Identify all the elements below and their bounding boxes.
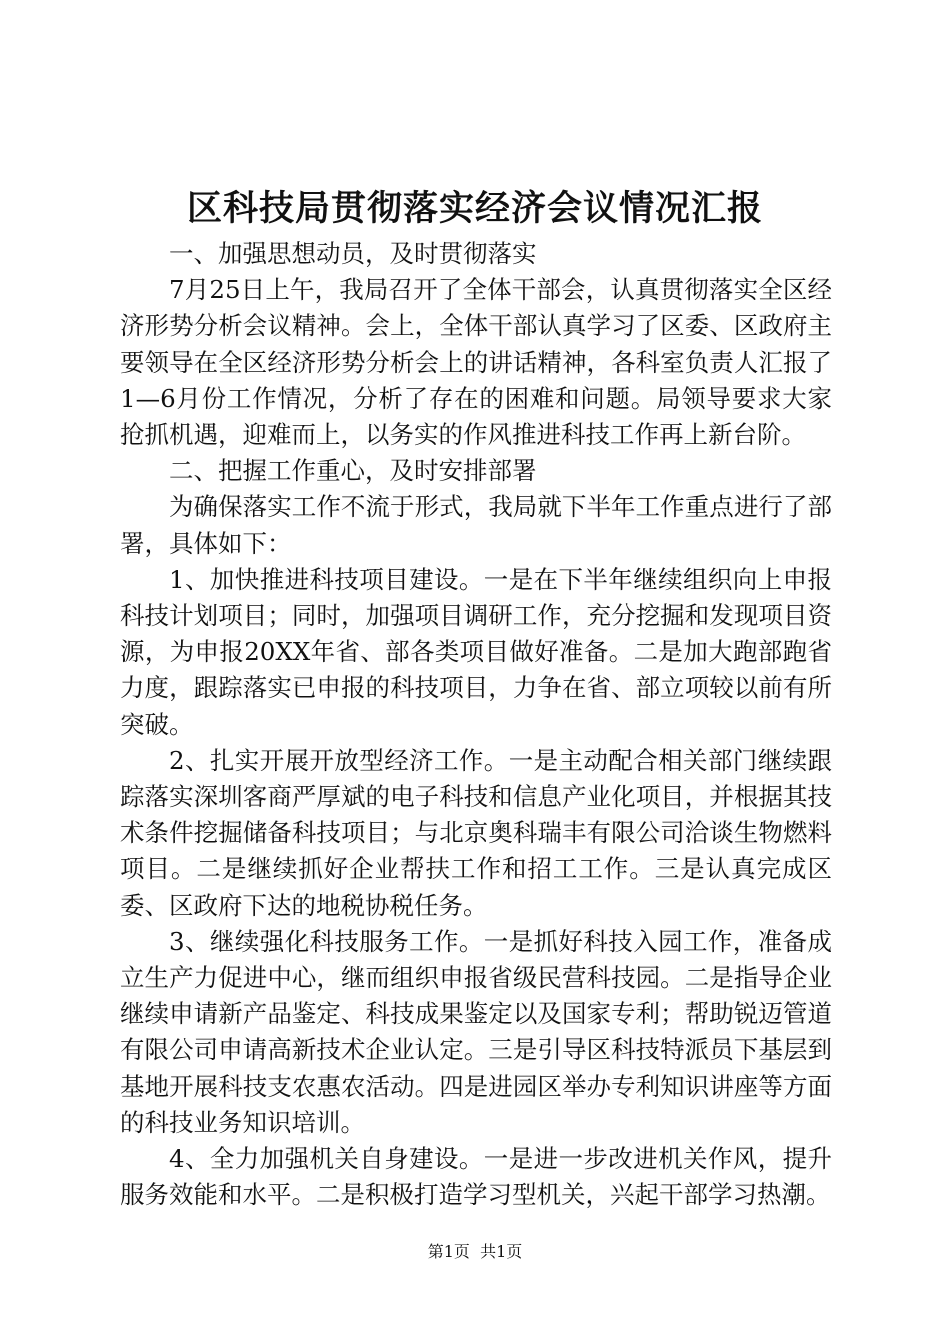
paragraph: 为确保落实工作不流于形式，我局就下半年工作重点进行了部署，具体如下： (120, 492, 832, 558)
section-heading-2: 二、把握工作重心，及时安排部署 (169, 456, 537, 486)
section-heading-1: 一、加强思想动员，及时贯彻落实 (169, 239, 537, 268)
paragraph: 7月25日上午，我局召开了全体干部会，认真贯彻落实全区经济形势分析会议精神。会上，全体干部认真学习了区委、区政府主要领导在全区经济形势分析会上的讲话精神，各科室负责人汇报了1—6月份工作情况，分析了存在的困难和问题。局领导要求大家抢抓机遇，迎难而上，以务实的作风推进科技工作再上新台阶。 (120, 275, 832, 450)
paragraph: 4、全力加强机关自身建设。一是进一步改进机关作风，提升服务效能和水平。二是积极打造学习型机关，兴起干部学习热潮。 (120, 1144, 832, 1210)
paragraph: 3、继续强化科技服务工作。一是抓好科技入园工作，准备成立生产力促进中心，继而组织申报省级民营科技园。二是指导企业继续申请新产品鉴定、科技成果鉴定以及国家专利；帮助锐迈管道有限公司申请高新技术企业认定。三是引导区科技特派员下基层到基地开展科技支农惠农活动。四是进园区举办专利知识讲座等方面的科技业务知识培训。 (120, 926, 832, 1137)
document-title: 区科技局贯彻落实经济会议情况汇报 (186, 188, 763, 229)
paragraph: 2、扎实开展开放型经济工作。一是主动配合相关部门继续跟踪落实深圳客商严厚斌的电子科技和信息产业化项目，并根据其技术条件挖掘储备科技项目；与北京奥科瑞丰有限公司洽谈生物燃料项目。二是继续抓好企业帮扶工作和招工工作。三是认真完成区委、区政府下达的地税协税任务。 (120, 745, 832, 920)
document-body (120, 236, 832, 1213)
paragraph: 1、加快推进科技项目建设。一是在下半年继续组织向上申报科技计划项目；同时，加强项目调研工作，充分挖掘和发现项目资源，为申报20XX年省、部各类项目做好准备。二是加大跑部跑省力度，跟踪落实已申报的科技项目，力争在省、部立项较以前有所突破。 (120, 564, 832, 739)
page-footer: 第1页 共1页 (427, 1242, 523, 1261)
